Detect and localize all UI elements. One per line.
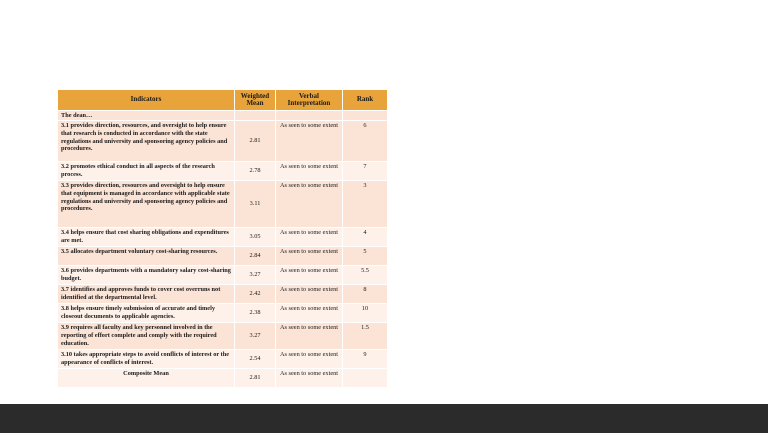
intro-cell: The dean… xyxy=(58,111,235,121)
weighted-mean-cell: 2.54 xyxy=(235,349,276,368)
table-row xyxy=(58,120,388,161)
indicator-cell: 3.10 takes appropriate steps to avoid conflicts of interest or the appearance of conflicts of interest. xyxy=(58,349,235,368)
verbal-interpretation-cell: As seen to some extent xyxy=(276,284,343,303)
rank-cell: 4 xyxy=(343,227,388,246)
table-row xyxy=(58,303,388,322)
indicator-cell: 3.3 provides direction, resources and oversight to help ensure that equipment is managed in accordance with applicable state regulations and university and sponsoring agency policies and procedures. xyxy=(58,180,235,227)
indicator-cell: 3.2 promotes ethical conduct in all aspects of the research process. xyxy=(58,161,235,180)
table-row xyxy=(58,284,388,303)
weighted-mean-cell: 3.27 xyxy=(235,265,276,284)
rank-cell: 7 xyxy=(343,161,388,180)
verbal-interpretation-cell: As seen to some extent xyxy=(276,227,343,246)
rank-cell: 10 xyxy=(343,303,388,322)
table-row xyxy=(58,161,388,180)
verbal-interpretation-cell: As seen to some extent xyxy=(276,120,343,161)
bottom-bar xyxy=(0,404,768,433)
table-row xyxy=(58,349,388,368)
weighted-mean-cell: 3.11 xyxy=(235,180,276,227)
composite-label-cell: Composite Mean xyxy=(58,368,235,387)
weighted-mean-cell: 2.81 xyxy=(235,120,276,161)
indicator-cell: 3.5 allocates department voluntary cost-sharing resources. xyxy=(58,246,235,265)
rank-cell: 3 xyxy=(343,180,388,227)
composite-mean-cell: 2.81 xyxy=(235,368,276,387)
weighted-mean-cell: 2.84 xyxy=(235,246,276,265)
table-row xyxy=(58,246,388,265)
indicator-cell: 3.8 helps ensure timely submission of accurate and timely closeout documents to applicable agencies. xyxy=(58,303,235,322)
weighted-mean-cell: 2.42 xyxy=(235,284,276,303)
table-body xyxy=(58,111,388,388)
table-header-row xyxy=(58,90,388,111)
weighted-mean-cell: 3.27 xyxy=(235,322,276,349)
verbal-interpretation-cell: As seen to some extent xyxy=(276,246,343,265)
table-row xyxy=(58,227,388,246)
indicator-cell: 3.6 provides departments with a mandatory salary cost-sharing budget. xyxy=(58,265,235,284)
header-rank: Rank xyxy=(343,90,388,111)
table-row-composite xyxy=(58,368,388,387)
rank-cell: 9 xyxy=(343,349,388,368)
rank-cell: 1.5 xyxy=(343,322,388,349)
indicator-cell: 3.9 requires all faculty and key personnel involved in the reporting of effort complete and comply with the required education. xyxy=(58,322,235,349)
table-row xyxy=(58,322,388,349)
table-row xyxy=(58,180,388,227)
header-verbal-interpretation: Verbal Interpretation xyxy=(276,90,343,111)
indicator-cell: 3.7 identifies and approves funds to cover cost overruns not identified at the departmental level. xyxy=(58,284,235,303)
indicators-table xyxy=(57,89,388,388)
weighted-mean-cell: 2.78 xyxy=(235,161,276,180)
verbal-interpretation-cell: As seen to some extent xyxy=(276,161,343,180)
rank-cell: 6 xyxy=(343,120,388,161)
indicator-cell: 3.1 provides direction, resources, and oversight to help ensure that research is conducted in accordance with the state regulations and university and sponsoring agency policies and procedures. xyxy=(58,120,235,161)
weighted-mean-cell: 2.38 xyxy=(235,303,276,322)
composite-verbal-cell: As seen to some extent xyxy=(276,368,343,387)
verbal-interpretation-cell: As seen to some extent xyxy=(276,265,343,284)
verbal-interpretation-cell: As seen to some extent xyxy=(276,303,343,322)
header-indicators: Indicators xyxy=(58,90,235,111)
table-row-intro xyxy=(58,111,388,121)
weighted-mean-cell: 3.05 xyxy=(235,227,276,246)
rank-cell: 5 xyxy=(343,246,388,265)
verbal-interpretation-cell: As seen to some extent xyxy=(276,349,343,368)
rank-cell: 8 xyxy=(343,284,388,303)
verbal-interpretation-cell: As seen to some extent xyxy=(276,180,343,227)
table-row xyxy=(58,265,388,284)
header-weighted-mean: Weighted Mean xyxy=(235,90,276,111)
composite-rank-cell xyxy=(343,368,388,387)
rank-cell: 5.5 xyxy=(343,265,388,284)
indicator-cell: 3.4 helps ensure that cost sharing obligations and expenditures are met. xyxy=(58,227,235,246)
verbal-interpretation-cell: As seen to some extent xyxy=(276,322,343,349)
